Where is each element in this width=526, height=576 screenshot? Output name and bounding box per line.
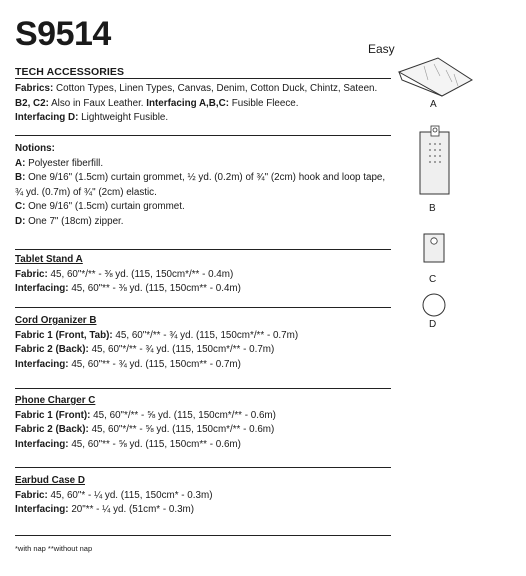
notion-label: A:	[15, 157, 26, 169]
section-phone-charger	[15, 394, 395, 452]
divider	[15, 467, 391, 468]
notion-text: One 7" (18cm) zipper.	[28, 215, 124, 227]
view-label: A	[430, 99, 437, 110]
section-title: Cord Organizer B	[15, 315, 97, 326]
yardage-text: 45, 60"** - ¾ yd. (115, 150cm** - 0.7m)	[71, 358, 241, 370]
yardage-text: 45, 60"*/** - ⅝ yd. (115, 150cm*/** - 0.6m)	[91, 424, 275, 436]
tablet-stand-drawing	[394, 56, 478, 100]
divider	[15, 307, 391, 308]
divider	[15, 535, 391, 536]
yardage-label: Interfacing:	[15, 438, 69, 450]
notions-title: Notions:	[15, 143, 55, 154]
section-cord-organizer	[15, 314, 395, 372]
interfacing-d-label: Interfacing D:	[15, 112, 79, 124]
section-title: Phone Charger C	[15, 395, 96, 406]
yardage-text: 45, 60"* - ¼ yd. (115, 150cm* - 0.3m)	[50, 489, 213, 501]
yardage-label: Interfacing:	[15, 358, 69, 370]
fabrics-block	[15, 82, 395, 126]
phone-charger-drawing	[423, 233, 445, 263]
yardage-label: Interfacing:	[15, 504, 69, 516]
yardage-label: Fabric:	[15, 489, 48, 501]
interfacing-abc-text: Fusible Fleece.	[231, 97, 299, 109]
divider	[15, 249, 391, 250]
yardage-text: 45, 60"*/** - ¾ yd. (115, 150cm*/** - 0.7m)	[91, 344, 275, 356]
divider	[15, 78, 391, 79]
notion-label: D:	[15, 215, 26, 227]
fabrics-text: Cotton Types, Linen Types, Canvas, Denim, Cotton Duck, Chintz, Sateen.	[56, 83, 378, 94]
earbud-case-drawing	[421, 292, 447, 318]
pattern-number: S9514	[15, 15, 111, 53]
notion-text: One 9/16" (1.5cm) curtain grommet, ½ yd. (0.2m) of ¾" (2cm) hook and loop tape,	[28, 172, 386, 184]
yardage-text: 45, 60"*/** - ¾ yd. (115, 150cm*/** - 0.7m)	[115, 329, 299, 341]
notion-label: B:	[15, 172, 26, 184]
faux-leather-text: Also in Faux Leather.	[51, 97, 144, 109]
yardage-label: Fabric 1 (Front, Tab):	[15, 329, 113, 341]
divider	[15, 388, 391, 389]
yardage-text: 20"** - ¼ yd. (51cm* - 0.3m)	[71, 504, 195, 516]
yardage-text: 45, 60"** - ⅝ yd. (115, 150cm** - 0.6m)	[71, 438, 241, 450]
difficulty-level: Easy	[368, 42, 395, 56]
section-title: Tablet Stand A	[15, 254, 83, 265]
section-title: Earbud Case D	[15, 475, 86, 486]
notion-text: ¾ yd. (0.7m) of ¾" (2cm) elastic.	[15, 186, 157, 198]
yardage-text: 45, 60"*/** - ⅝ yd. (115, 150cm*/** - 0.6m)	[93, 409, 276, 421]
view-label: D	[429, 319, 437, 330]
yardage-label: Fabric 2 (Back):	[15, 344, 89, 356]
fabrics-label: Fabrics:	[15, 83, 54, 94]
view-label: B	[429, 203, 436, 214]
section-tablet-stand	[15, 253, 395, 297]
interfacing-abc-label: Interfacing A,B,C:	[146, 97, 230, 109]
yardage-text: 45, 60"** - ⅜ yd. (115, 150cm** - 0.4m)	[71, 283, 241, 295]
notion-label: C:	[15, 201, 26, 213]
category-title: TECH ACCESSORIES	[15, 66, 125, 78]
notion-text: One 9/16" (1.5cm) curtain grommet.	[28, 201, 185, 213]
section-earbud-case	[15, 474, 395, 518]
divider	[15, 135, 391, 136]
interfacing-d-text: Lightweight Fusible.	[81, 112, 169, 124]
view-label: C	[429, 274, 437, 285]
yardage-label: Fabric:	[15, 268, 48, 280]
notions-block	[15, 142, 395, 230]
yardage-text: 45, 60"*/** - ⅜ yd. (115, 150cm*/** - 0.4m)	[50, 268, 234, 280]
notion-text: Polyester fiberfill.	[28, 157, 104, 169]
yardage-label: Fabric 1 (Front):	[15, 409, 91, 421]
yardage-label: Interfacing:	[15, 283, 69, 295]
cord-organizer-drawing	[418, 124, 452, 196]
faux-leather-label: B2, C2:	[15, 97, 49, 109]
yardage-label: Fabric 2 (Back):	[15, 424, 89, 436]
footnote: *with nap **without nap	[15, 544, 93, 553]
